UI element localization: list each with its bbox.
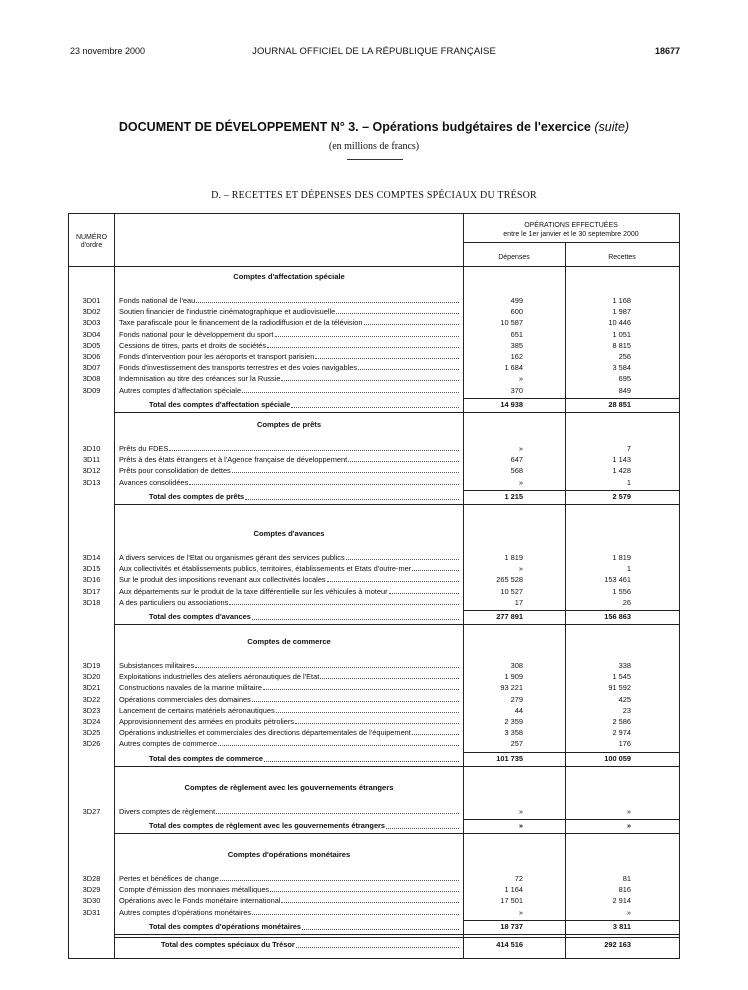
account-code: 3D25	[82, 728, 101, 738]
depenses-value: 93 221	[500, 683, 523, 693]
account-label	[119, 340, 461, 351]
total-label-text: Total des comptes de prêts	[149, 491, 245, 501]
header-page-number: 18677	[654, 46, 680, 56]
recettes-value: 8 815	[612, 340, 631, 350]
title-main: DOCUMENT DE DÉVELOPPEMENT N° 3. – Opérations budgétaires de l'exercice	[118, 120, 591, 134]
total-label	[149, 611, 461, 623]
recettes-value: 816	[618, 885, 631, 895]
group-total-row	[69, 753, 679, 765]
dot-leader	[348, 454, 459, 462]
total-recettes: 2 579	[612, 491, 631, 501]
depenses-value: »	[518, 477, 523, 487]
total-label-text: Total des comptes de règlement avec les gouvernements étrangers	[149, 821, 386, 831]
dot-leader	[232, 465, 459, 473]
table-row	[69, 682, 679, 693]
total-label	[149, 399, 461, 411]
recettes-value: 338	[618, 661, 631, 670]
account-label-text: Approvisionnement des armées en produits pétroliers	[119, 717, 295, 726]
depenses-value: 10 527	[500, 586, 523, 596]
recettes-value: 7	[626, 444, 631, 453]
group-bottom-rule	[114, 766, 679, 767]
grand-total-row	[69, 939, 679, 951]
column-head-recettes: Recettes	[608, 254, 636, 261]
dot-leader	[275, 329, 460, 337]
table-row	[69, 563, 679, 574]
operations-label: OPÉRATIONS EFFECTUÉES	[524, 222, 618, 229]
dot-leader	[218, 738, 459, 746]
total-recettes: 100 059	[604, 753, 631, 763]
total-recettes: »	[626, 821, 631, 831]
table-row	[69, 895, 679, 906]
account-code: 3D28	[82, 874, 101, 883]
depenses-value: »	[518, 444, 523, 453]
depenses-value: »	[518, 807, 523, 816]
group-total-row	[69, 491, 679, 503]
table-row	[69, 660, 679, 671]
total-label	[149, 753, 461, 765]
account-code: 3D06	[82, 352, 101, 361]
recettes-value: 153 461	[604, 575, 631, 585]
dot-leader	[364, 317, 460, 325]
account-label-text: Opérations commerciales des domaines	[119, 694, 251, 704]
account-label-text: A des particuliers ou associations	[119, 597, 229, 607]
dot-leader	[263, 682, 459, 690]
recettes-value: 1	[626, 564, 631, 574]
table-row	[69, 306, 679, 317]
account-label-text: Prêts à des états étrangers et à l'Agence française de développement	[119, 455, 348, 465]
table-row	[69, 317, 679, 328]
recettes-value: 3 584	[612, 363, 631, 373]
group-total-row	[69, 399, 679, 411]
depenses-value: 1 164	[504, 885, 523, 895]
dot-leader	[245, 491, 459, 500]
dot-leader	[169, 443, 459, 451]
recettes-value: 81	[622, 874, 631, 883]
table-row	[69, 552, 679, 563]
account-label	[119, 694, 461, 705]
account-code: 3D31	[82, 907, 101, 917]
account-code: 3D12	[82, 466, 101, 476]
category-title: Comptes d'opérations monétaires	[227, 850, 351, 859]
table-row	[69, 385, 679, 396]
group-bottom-rule	[114, 624, 679, 625]
account-label-text: Divers comptes de règlement	[119, 807, 216, 816]
depenses-value: 10 587	[500, 318, 523, 328]
account-label	[119, 454, 461, 465]
account-label	[119, 682, 461, 693]
group-total-row	[69, 820, 679, 832]
group-total-row	[69, 611, 679, 623]
account-label	[119, 443, 461, 454]
depenses-value: 499	[510, 296, 523, 305]
recettes-value: 425	[618, 694, 631, 704]
category-title: Comptes d'affectation spéciale	[233, 272, 345, 281]
account-code: 3D22	[82, 694, 101, 704]
account-label-text: A divers services de l'Etat ou organismes gérant des services publics	[119, 553, 345, 562]
account-label	[119, 586, 461, 597]
account-label	[119, 295, 461, 306]
dot-leader	[336, 306, 459, 314]
depenses-value: 72	[514, 874, 523, 883]
category-title: Comptes de commerce	[247, 637, 331, 646]
account-code: 3D01	[82, 296, 101, 305]
account-label	[119, 477, 461, 488]
account-label-text: Fonds national pour le développement du sport	[119, 329, 274, 339]
total-label	[149, 820, 461, 832]
depenses-value: 1 819	[504, 553, 523, 562]
account-code: 3D27	[82, 807, 101, 816]
table-row	[69, 443, 679, 454]
header-rule	[69, 266, 679, 267]
recettes-value: 1 545	[612, 672, 631, 682]
account-label	[119, 563, 461, 574]
recettes-value: 1 051	[612, 329, 631, 339]
recettes-value: »	[626, 807, 631, 816]
dot-leader	[291, 399, 459, 408]
table-row	[69, 373, 679, 384]
account-label	[119, 306, 461, 317]
account-code: 3D11	[82, 455, 101, 465]
account-label-text: Aux collectivités et établissements publics, territoires, établissements et Etats d'outre-mer	[119, 564, 412, 574]
account-code: 3D20	[82, 672, 101, 682]
account-code: 3D05	[82, 340, 101, 350]
header-date: 23 novembre 2000	[70, 46, 146, 56]
grand-total-recettes: 292 163	[604, 940, 631, 949]
table-row	[69, 574, 679, 585]
account-label	[119, 671, 461, 682]
column-head-operations	[463, 222, 679, 239]
account-label	[119, 465, 461, 476]
account-code: 3D29	[82, 885, 101, 895]
depenses-value: 2 359	[504, 717, 523, 726]
table-row	[69, 716, 679, 727]
account-label-text: Aux départements sur le produit de la taxe différentielle sur les véhicules à moteur	[119, 586, 388, 596]
account-code: 3D26	[82, 739, 101, 749]
recettes-value: 2 974	[612, 728, 631, 738]
grand-total-label-text: Total des comptes spéciaux du Trésor	[161, 940, 295, 949]
table-row	[69, 597, 679, 608]
title-suffix: (suite)	[594, 120, 630, 134]
title-divider	[347, 159, 403, 160]
account-code: 3D21	[82, 683, 101, 693]
account-label	[119, 873, 461, 884]
account-label	[119, 574, 461, 585]
document-title	[0, 120, 748, 134]
account-label-text: Fonds d'intervention pour les aéroports et transport parisien	[119, 352, 315, 361]
dot-leader	[389, 586, 459, 594]
depenses-value: 651	[510, 329, 523, 339]
account-code: 3D19	[82, 661, 101, 670]
total-depenses: 14 938	[500, 399, 523, 409]
depenses-value: »	[518, 374, 523, 384]
account-label	[119, 385, 461, 396]
dot-leader	[281, 373, 459, 381]
dot-leader	[252, 611, 459, 620]
depenses-value: 647	[510, 455, 523, 465]
account-code: 3D14	[82, 553, 101, 562]
depenses-value: 162	[510, 352, 523, 361]
account-code: 3D02	[82, 307, 101, 317]
total-label	[149, 921, 461, 933]
account-label	[119, 716, 461, 727]
table-row	[69, 738, 679, 749]
account-code: 3D04	[82, 329, 101, 339]
account-label	[119, 351, 461, 362]
recettes-value: 695	[618, 374, 631, 384]
depenses-value: 568	[510, 466, 523, 476]
account-label-text: Fonds national de l'eau	[119, 296, 196, 305]
dot-leader	[242, 385, 459, 393]
dot-leader	[229, 597, 459, 605]
table-row	[69, 351, 679, 362]
depenses-value: 385	[510, 340, 523, 350]
depenses-value: 3 358	[504, 728, 523, 738]
depenses-value: »	[518, 564, 523, 574]
category-title: Comptes de prêts	[256, 420, 322, 429]
ordre-label: d'ordre	[80, 242, 103, 249]
recettes-value: 2 914	[612, 896, 631, 906]
group-bottom-rule	[114, 833, 679, 834]
depenses-value: 17 501	[500, 896, 523, 906]
dot-leader	[302, 921, 459, 930]
account-label	[119, 705, 461, 716]
dot-leader	[281, 895, 459, 903]
account-label	[119, 738, 461, 749]
depenses-value: »	[518, 907, 523, 917]
table-row	[69, 671, 679, 682]
account-label-text: Cessions de titres, parts et droits de sociétés	[119, 340, 267, 350]
depenses-value: 370	[510, 385, 523, 395]
account-code: 3D16	[82, 575, 101, 585]
dot-leader	[195, 660, 459, 668]
account-code: 3D18	[82, 597, 101, 607]
account-code: 3D24	[82, 717, 101, 726]
account-label-text: Compte d'émission des monnaies métalliques	[119, 885, 270, 895]
table-row	[69, 806, 679, 817]
account-label-text: Lancement de certains matériels aéronautiques	[119, 705, 275, 715]
total-label-text: Total des comptes d'affectation spéciale	[149, 399, 291, 409]
total-label-text: Total des comptes d'avances	[149, 612, 251, 621]
account-label	[119, 373, 461, 384]
depenses-value: 44	[514, 705, 523, 715]
dot-leader	[270, 884, 459, 892]
account-label-text: Constructions navales de la marine militaire	[119, 683, 262, 693]
account-label	[119, 727, 461, 738]
group-bottom-rule	[114, 934, 679, 935]
total-label-text: Total des comptes de commerce	[149, 753, 264, 763]
dot-leader	[189, 477, 459, 485]
account-label-text: Avances consolidées	[119, 477, 189, 487]
account-label	[119, 660, 461, 671]
account-label	[119, 362, 461, 373]
recettes-value: 1 428	[612, 466, 631, 476]
account-label	[119, 895, 461, 906]
table-row	[69, 362, 679, 373]
dot-leader	[320, 671, 459, 679]
recettes-value: »	[626, 907, 631, 917]
recettes-value: 1 168	[612, 296, 631, 305]
dot-leader	[252, 694, 459, 702]
depenses-value: 1 909	[504, 672, 523, 682]
account-code: 3D17	[82, 586, 101, 596]
dot-leader	[252, 907, 459, 915]
account-label-text: Soutien financier de l'industrie cinématographique et audiovisuelle	[119, 307, 336, 317]
dot-leader	[346, 552, 459, 560]
dot-leader	[358, 362, 459, 370]
table-row	[69, 873, 679, 884]
account-label	[119, 907, 461, 918]
column-head-depenses: Dépenses	[498, 254, 530, 261]
total-recettes: 156 863	[604, 612, 631, 621]
total-depenses: 101 735	[496, 753, 523, 763]
grand-total-rule	[114, 937, 679, 938]
column-head-numero	[69, 234, 114, 250]
depenses-value: 1 684	[504, 363, 523, 373]
dot-leader	[412, 563, 459, 571]
total-label-text: Total des comptes d'opérations monétaires	[149, 921, 301, 931]
account-label-text: Prêts du FDES	[119, 444, 169, 453]
dot-leader	[296, 939, 459, 948]
total-depenses: 1 215	[504, 491, 523, 501]
table-row	[69, 705, 679, 716]
account-code: 3D07	[82, 363, 101, 373]
recettes-value: 23	[622, 705, 631, 715]
account-label-text: Taxe parafiscale pour le financement de la radiodiffusion et de la télévision	[119, 318, 363, 328]
depenses-value: 265 528	[496, 575, 523, 585]
account-label	[119, 597, 461, 608]
recettes-value: 1 819	[612, 553, 631, 562]
recettes-value: 849	[618, 385, 631, 395]
table-row	[69, 586, 679, 597]
header-journal: JOURNAL OFFICIEL DE LA RÉPUBLIQUE FRANÇAISE	[252, 46, 496, 57]
dot-leader	[276, 705, 459, 713]
account-label-text: Autres comptes d'affectation spéciale	[119, 385, 242, 395]
table-row	[69, 884, 679, 895]
table-row	[69, 295, 679, 306]
account-label-text: Opérations avec le Fonds monétaire international	[119, 896, 281, 906]
dot-leader	[412, 727, 459, 735]
depenses-value: 279	[510, 694, 523, 704]
recettes-value: 10 446	[608, 318, 631, 328]
account-label-text: Opérations industrielles et commerciales des directions départementales de l'équipement	[119, 728, 411, 738]
recettes-value: 26	[622, 597, 631, 607]
dot-leader	[327, 574, 459, 582]
account-label	[119, 806, 461, 817]
table-row	[69, 477, 679, 488]
account-code: 3D09	[82, 385, 101, 395]
total-recettes: 3 811	[612, 921, 631, 931]
recettes-value: 1 556	[612, 586, 631, 596]
total-depenses: 18 737	[500, 921, 523, 931]
total-recettes: 28 851	[608, 399, 631, 409]
account-label-text: Pertes et bénéfices de change	[119, 874, 219, 883]
account-code: 3D23	[82, 705, 101, 715]
section-title: D. – RECETTES ET DÉPENSES DES COMPTES SPÉCIAUX DU TRÉSOR	[211, 190, 537, 201]
operations-period: entre le 1er janvier et le 30 septembre 2000	[503, 230, 639, 238]
accounts-table	[68, 213, 680, 959]
account-label-text: Indemnisation au titre des créances sur la Russie	[119, 374, 281, 384]
account-label	[119, 552, 461, 563]
dot-leader	[386, 820, 459, 829]
units-subtitle: (en millions de francs)	[328, 141, 420, 152]
account-label-text: Sur le produit des impositions revenant aux collectivités locales	[119, 575, 326, 585]
dot-leader	[315, 351, 459, 359]
grand-total-label	[161, 939, 461, 951]
recettes-value: 91 592	[608, 683, 631, 693]
table-row	[69, 340, 679, 351]
total-label	[149, 491, 461, 503]
table-row	[69, 907, 679, 918]
depenses-value: 257	[510, 739, 523, 749]
depenses-value: 600	[510, 307, 523, 317]
table-row	[69, 329, 679, 340]
dot-leader	[295, 716, 459, 724]
recettes-value: 1 987	[612, 307, 631, 317]
total-depenses: »	[518, 821, 523, 831]
account-label	[119, 884, 461, 895]
dot-leader	[196, 295, 459, 303]
account-code: 3D10	[82, 444, 101, 453]
recettes-value: 1 143	[612, 455, 631, 465]
account-label-text: Exploitations industrielles des ateliers aéronautiques de l'Etat	[119, 672, 320, 682]
table-row	[69, 465, 679, 476]
table-row	[69, 454, 679, 465]
account-label-text: Autres comptes d'opérations monétaires	[119, 907, 252, 917]
numero-label: NUMÉRO	[75, 234, 108, 241]
account-code: 3D03	[82, 318, 101, 328]
recettes-value: 256	[618, 352, 631, 361]
grand-total-depenses: 414 516	[496, 940, 523, 949]
depenses-value: 17	[514, 597, 523, 607]
recettes-value: 2 586	[612, 717, 631, 726]
account-label	[119, 317, 461, 328]
dot-leader	[267, 340, 459, 348]
account-code: 3D15	[82, 564, 101, 574]
account-code: 3D30	[82, 896, 101, 906]
group-bottom-rule	[114, 504, 679, 505]
dot-leader	[216, 806, 459, 814]
account-code: 3D08	[82, 374, 101, 384]
group-bottom-rule	[114, 412, 679, 413]
category-title: Comptes de règlement avec les gouvernements étrangers	[184, 783, 394, 792]
account-label-text: Prêts pour consolidation de dettes	[119, 466, 231, 476]
account-label	[119, 329, 461, 340]
recettes-value: 1	[626, 477, 631, 487]
recettes-value: 176	[618, 739, 631, 749]
account-code: 3D13	[82, 477, 101, 487]
dot-leader	[264, 753, 459, 762]
dot-leader	[220, 873, 459, 881]
category-title: Comptes d'avances	[253, 529, 325, 538]
table-row	[69, 727, 679, 738]
account-label-text: Fonds d'investissement des transports terrestres et des voies navigables	[119, 363, 358, 373]
depenses-value: 308	[510, 661, 523, 670]
header-subrule	[463, 242, 679, 243]
account-label-text: Subsistances militaires	[119, 661, 195, 670]
group-total-row	[69, 921, 679, 933]
account-label-text: Autres comptes de commerce	[119, 739, 218, 749]
total-depenses: 277 891	[496, 612, 523, 621]
table-row	[69, 694, 679, 705]
